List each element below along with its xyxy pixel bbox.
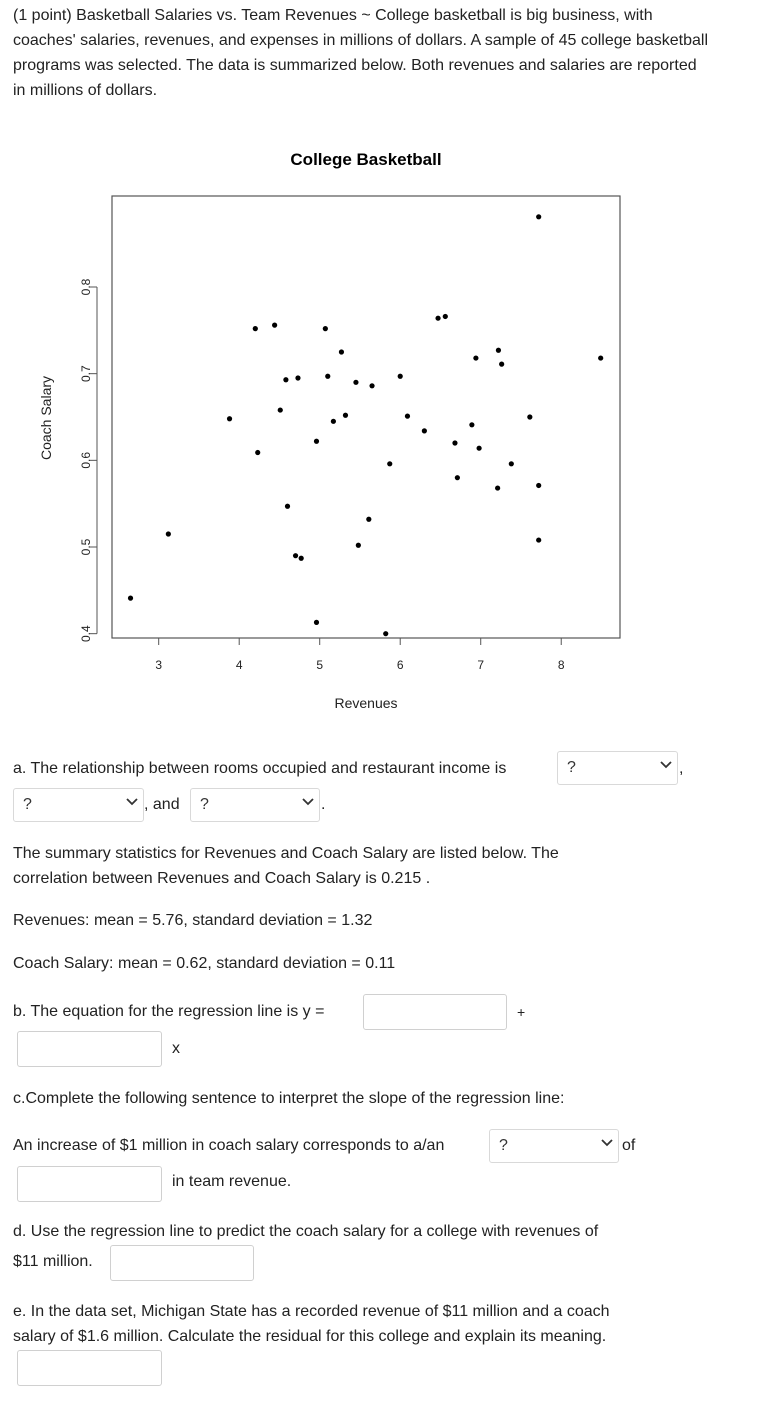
- data-point: [293, 553, 298, 558]
- data-point: [527, 414, 532, 419]
- data-point: [536, 537, 541, 542]
- data-point: [495, 485, 500, 490]
- data-point: [128, 596, 133, 601]
- data-point: [422, 428, 427, 433]
- data-point: [369, 383, 374, 388]
- data-point: [398, 374, 403, 379]
- data-point: [331, 419, 336, 424]
- data-point: [166, 531, 171, 536]
- data-point: [278, 407, 283, 412]
- period: .: [321, 796, 326, 813]
- y-tick-label: 0.5: [79, 538, 93, 556]
- data-point: [295, 375, 300, 380]
- data-point: [405, 414, 410, 419]
- y-tick-label: 0.4: [79, 625, 93, 643]
- x-axis: [155, 638, 565, 672]
- data-point: [469, 422, 474, 427]
- part-c-end: in team revenue.: [172, 1173, 292, 1190]
- data-point: [353, 380, 358, 385]
- summary-line-2: correlation between Revenues and Coach Salary is 0.215 .: [13, 870, 431, 887]
- revenues-stats: Revenues: mean = 5.76, standard deviation = 1.32: [13, 912, 373, 929]
- part-b-text: b. The equation for the regression line is y =: [13, 1003, 325, 1020]
- relationship-select-2[interactable]: [13, 788, 144, 822]
- x-tick-label: 4: [235, 658, 243, 672]
- chart-title: College Basketball: [290, 150, 442, 169]
- x-variable: x: [172, 1040, 180, 1057]
- and-text: , and: [144, 796, 180, 813]
- data-point: [227, 416, 232, 421]
- data-point: [536, 483, 541, 488]
- prediction-input[interactable]: [110, 1245, 254, 1281]
- increase-decrease-select[interactable]: [489, 1129, 619, 1163]
- data-point: [283, 377, 288, 382]
- data-point: [496, 348, 501, 353]
- data-point: [323, 326, 328, 331]
- x-axis-label: Revenues: [334, 695, 398, 711]
- plus-sign: +: [517, 1004, 526, 1020]
- data-point: [314, 439, 319, 444]
- data-point: [343, 413, 348, 418]
- y-tick-label: 0.8: [79, 278, 93, 296]
- of-text: of: [622, 1137, 636, 1154]
- part-a-text: a. The relationship between rooms occupied and restaurant income is: [13, 760, 507, 777]
- x-tick-label: 5: [316, 658, 324, 672]
- part-d-line-2: $11 million.: [13, 1253, 93, 1270]
- data-point: [387, 461, 392, 466]
- data-point: [452, 440, 457, 445]
- intercept-input[interactable]: [363, 994, 507, 1030]
- x-tick-label: 3: [155, 658, 163, 672]
- data-point: [383, 631, 388, 636]
- data-point: [325, 374, 330, 379]
- data-point: [314, 620, 319, 625]
- select-value: ?: [499, 1137, 508, 1154]
- part-d-line-1: d. Use the regression line to predict the coach salary for a college with revenues of: [13, 1223, 599, 1240]
- problem-intro: (1 point) Basketball Salaries vs. Team Revenues ~ College basketball is big business, with coaches' salaries, revenues, and expenses in millions of dollars. A sample of 45 college basketball programs was selected. The data is summarized below. Both revenues and salaries are reported in millions of dollars.: [13, 7, 709, 99]
- data-point: [299, 556, 304, 561]
- x-tick-label: 7: [477, 658, 485, 672]
- y-axis-label: Coach Salary: [38, 375, 54, 461]
- part-e-line-1: e. In the data set, Michigan State has a recorded revenue of $11 million and a coach: [13, 1303, 610, 1320]
- data-point: [598, 355, 603, 360]
- x-tick-label: 6: [396, 658, 404, 672]
- comma: ,: [679, 760, 684, 777]
- plot-frame: [112, 196, 620, 638]
- data-point: [272, 323, 277, 328]
- data-point: [356, 543, 361, 548]
- data-point: [339, 349, 344, 354]
- data-point: [285, 504, 290, 509]
- data-point: [255, 450, 260, 455]
- data-point: [499, 362, 504, 367]
- relationship-select-1[interactable]: [557, 751, 678, 785]
- data-point: [477, 446, 482, 451]
- slope-input[interactable]: [17, 1031, 162, 1067]
- part-c-text: c.Complete the following sentence to interpret the slope of the regression line:: [13, 1090, 565, 1107]
- data-point: [253, 326, 258, 331]
- residual-input[interactable]: [17, 1350, 162, 1386]
- select-value: ?: [23, 796, 32, 813]
- y-axis: [79, 278, 97, 642]
- data-point: [509, 461, 514, 466]
- data-point: [536, 214, 541, 219]
- data-point: [473, 355, 478, 360]
- data-point: [435, 316, 440, 321]
- slope-interpret-input[interactable]: [17, 1166, 162, 1202]
- data-point: [366, 517, 371, 522]
- relationship-select-3[interactable]: [190, 788, 320, 822]
- data-point: [455, 475, 460, 480]
- data-points: [128, 214, 603, 636]
- data-point: [443, 314, 448, 319]
- x-tick-label: 8: [557, 658, 565, 672]
- select-value: ?: [567, 759, 576, 776]
- summary-line-1: The summary statistics for Revenues and Coach Salary are listed below. The: [13, 845, 559, 862]
- select-value: ?: [200, 796, 209, 813]
- coach-salary-stats: Coach Salary: mean = 0.62, standard deviation = 0.11: [13, 955, 396, 972]
- part-e-line-2: salary of $1.6 million. Calculate the residual for this college and explain its meaning.: [13, 1328, 607, 1345]
- y-tick-label: 0.7: [79, 365, 93, 383]
- part-c-sentence: An increase of $1 million in coach salary corresponds to a/an: [13, 1137, 445, 1154]
- y-tick-label: 0.6: [79, 451, 93, 469]
